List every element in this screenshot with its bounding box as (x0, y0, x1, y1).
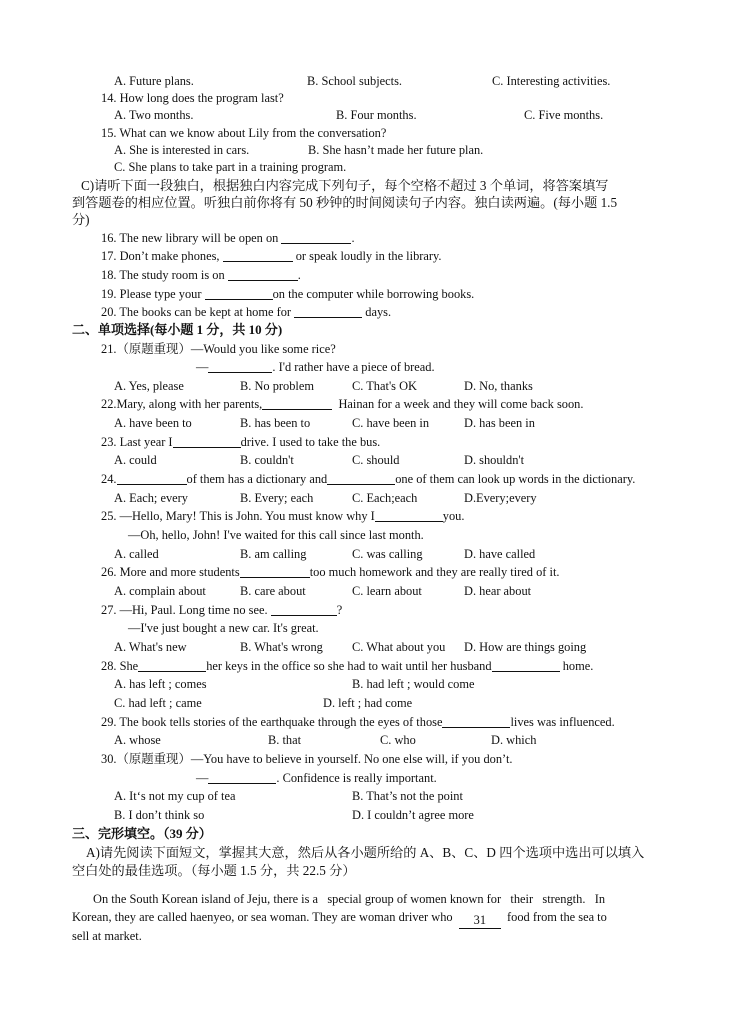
q25-response: —Oh, hello, John! I've waited for this call since last month. (128, 528, 424, 542)
q27-option-c: C. What about you (352, 640, 446, 654)
q24-option-a: A. Each; every (114, 491, 188, 505)
q25-option-b: B. am calling (240, 547, 307, 561)
q16-sentence: 16. The new library will be open on . (101, 231, 355, 245)
q19-blank[interactable] (205, 287, 273, 300)
passage-line2: Korean, they are called haenyeo, or sea woman. They are woman driver who 31 food from the sea to (72, 910, 607, 927)
part2-title: 二、单项选择(每小题 1 分，共 10 分) (72, 322, 283, 337)
q23-option-a: A. could (114, 453, 157, 467)
passage-line3: sell at market. (72, 929, 142, 943)
q25-option-c: C. was calling (352, 547, 423, 561)
section-c-instruction-line1: C)请听下面一段独白，根据独白内容完成下列句子，每个空格不超过 3 个单词，将答案填写 (81, 178, 609, 193)
q18-sentence: 18. The study room is on . (101, 268, 301, 282)
q25-blank[interactable] (375, 509, 443, 522)
q15-option-b: B. She hasn’t made her future plan. (308, 143, 484, 157)
q15-option-a: A. She is interested in cars. (114, 143, 250, 157)
q20-blank[interactable] (294, 305, 362, 318)
q17-blank[interactable] (223, 249, 293, 262)
q27-blank[interactable] (271, 603, 337, 616)
q21-option-b: B. No problem (240, 379, 314, 393)
q27-question: 27. —Hi, Paul. Long time no see. ? (101, 603, 343, 617)
q26-option-a: A. complain about (114, 584, 206, 598)
q22-blank[interactable] (262, 397, 332, 410)
q21-option-d: D. No, thanks (464, 379, 533, 393)
q28-blank-2[interactable] (492, 659, 560, 672)
q30-option-c: B. I don’t think so (114, 808, 205, 822)
q29-option-c: C. who (380, 733, 416, 747)
q29-question: 29. The book tells stories of the earthquake through the eyes of those lives was influenced. (101, 715, 615, 729)
q26-option-d: D. hear about (464, 584, 532, 598)
q22-option-c: C. have been in (352, 416, 430, 430)
q28-option-d: D. left ; had come (323, 696, 413, 710)
q30-option-b: B. That’s not the point (352, 789, 463, 803)
part3-instruction-line2: 空白处的最佳选项。（每小题 1.5 分，共 22.5 分） (72, 863, 356, 878)
q15-question: 15. What can we know about Lily from the conversation? (101, 126, 387, 140)
q26-blank[interactable] (240, 565, 310, 578)
q30-question: 30.（原题重现）—You have to believe in yourself. No one else will, if you don’t. (101, 752, 513, 766)
passage-blank-31[interactable]: 31 (459, 913, 501, 929)
q27-option-b: B. What's wrong (240, 640, 323, 654)
q13-option-b: B. School subjects. (307, 74, 402, 88)
part3-instruction-line1: A)请先阅读下面短文，掌握其大意，然后从各小题所给的 A、B、C、D 四个选项中选出可以填入 (86, 845, 645, 860)
q23-option-c: C. should (352, 453, 400, 467)
q26-option-c: C. learn about (352, 584, 422, 598)
q14-option-c: C. Five months. (524, 108, 604, 122)
q24-blank-2[interactable] (327, 472, 395, 485)
q29-option-b: B. that (268, 733, 302, 747)
q24-option-b: B. Every; each (240, 491, 314, 505)
q30-option-a: A. It‘s not my cup of tea (114, 789, 236, 803)
q28-blank-1[interactable] (138, 659, 206, 672)
q23-option-d: D. shouldn't (464, 453, 525, 467)
q28-question: 28. She her keys in the office so she had to wait until her husband home. (101, 659, 594, 673)
q23-option-b: B. couldn't (240, 453, 294, 467)
q29-option-d: D. which (491, 733, 537, 747)
q14-option-b: B. Four months. (336, 108, 417, 122)
q14-option-a: A. Two months. (114, 108, 194, 122)
q22-option-b: B. has been to (240, 416, 311, 430)
q26-question: 26. More and more students too much homework and they are really tired of it. (101, 565, 560, 579)
q28-option-b: B. had left ; would come (352, 677, 475, 691)
passage-line1: On the South Korean island of Jeju, there is a special group of women known for their strength. In (93, 892, 606, 906)
q25-option-a: A. called (114, 547, 159, 561)
q21-option-c: C. That's OK (352, 379, 417, 393)
q15-option-c: C. She plans to take part in a training program. (114, 160, 347, 174)
q30-option-d: D. I couldn’t agree more (352, 808, 474, 822)
q21-response: — . I'd rather have a piece of bread. (196, 360, 435, 374)
q25-option-d: D. have called (464, 547, 536, 561)
q20-sentence: 20. The books can be kept at home for days. (101, 305, 392, 319)
q17-sentence: 17. Don’t make phones, or speak loudly in the library. (101, 249, 442, 263)
q27-option-d: D. How are things going (464, 640, 587, 654)
q21-blank[interactable] (208, 360, 272, 373)
q27-response: —I've just bought a new car. It's great. (128, 621, 319, 635)
q22-option-a: A. have been to (114, 416, 192, 430)
q25-question: 25. —Hello, Mary! This is John. You must know why I you. (101, 509, 465, 523)
section-c-instruction-line3: 分) (72, 212, 90, 227)
q24-question: 24. of them has a dictionary and one of them can look up words in the dictionary. (101, 472, 636, 486)
q16-blank[interactable] (281, 231, 351, 244)
q29-option-a: A. whose (114, 733, 161, 747)
q24-option-c: C. Each;each (352, 491, 418, 505)
q30-response: — . Confidence is really important. (196, 771, 437, 785)
part3-title: 三、完形填空。（39 分） (72, 826, 212, 841)
q27-option-a: A. What's new (114, 640, 187, 654)
q21-option-a: A. Yes, please (114, 379, 184, 393)
q19-sentence: 19. Please type your on the computer while borrowing books. (101, 287, 475, 301)
q13-option-c: C. Interesting activities. (492, 74, 611, 88)
q22-option-d: D. has been in (464, 416, 535, 430)
q13-option-a: A. Future plans. (114, 74, 194, 88)
q30-blank[interactable] (208, 771, 276, 784)
q18-blank[interactable] (228, 268, 298, 281)
q23-question: 23. Last year I drive. I used to take the bus. (101, 435, 381, 449)
q23-blank[interactable] (173, 435, 241, 448)
q21-question: 21.（原题重现）—Would you like some rice? (101, 342, 336, 356)
q22-question: 22.Mary, along with her parents, Hainan for a week and they will come back soon. (101, 397, 584, 411)
q29-blank[interactable] (442, 715, 510, 728)
q26-option-b: B. care about (240, 584, 306, 598)
q24-blank-1[interactable] (117, 472, 187, 485)
q14-question: 14. How long does the program last? (101, 91, 284, 105)
section-c-instruction-line2: 到答题卷的相应位置。听独白前你将有 50 秒钟的时间阅读句子内容。独白读两遍。(每小题 1.5 (72, 195, 618, 210)
q24-option-d: D.Every;every (464, 491, 537, 505)
q28-option-c: C. had left ; came (114, 696, 202, 710)
q28-option-a: A. has left ; comes (114, 677, 207, 691)
